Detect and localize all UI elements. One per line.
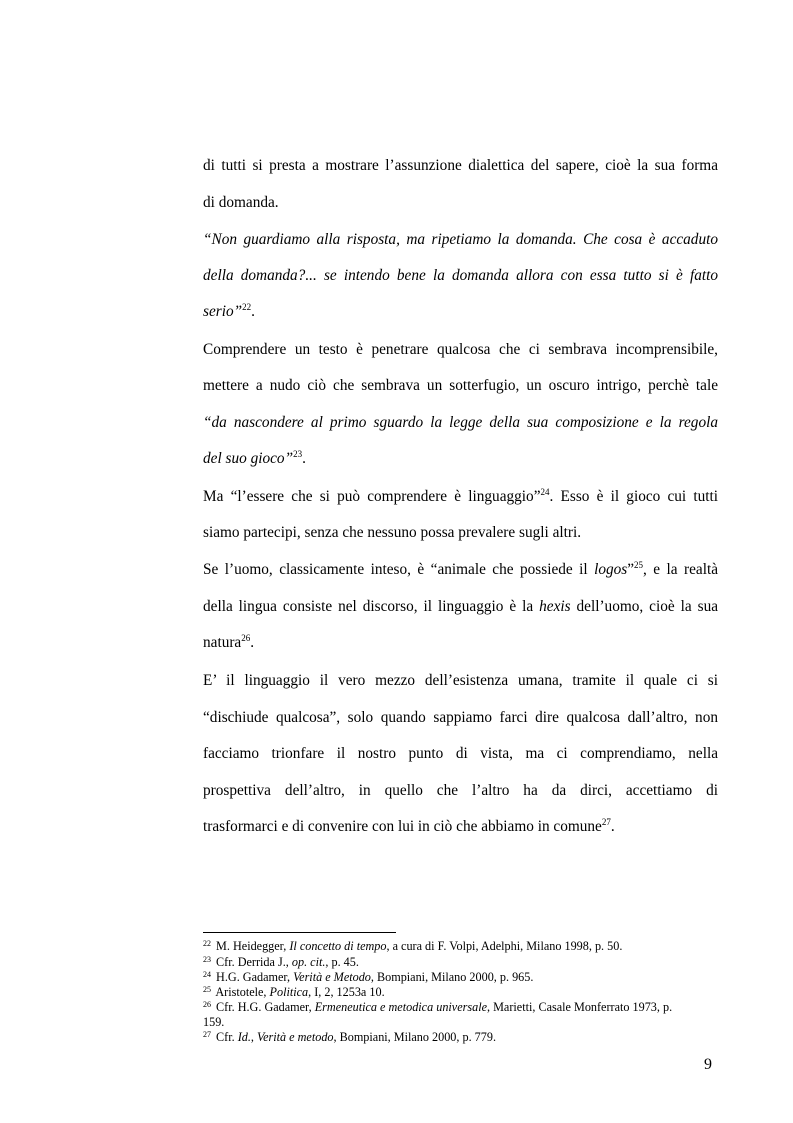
text: ” <box>627 561 635 578</box>
body-line: E’ il linguaggio il vero mezzo dell’esistenza umana, tramite il quale ci si <box>203 672 718 689</box>
footnote-text: Cfr. H.G. Gadamer, <box>213 1000 315 1014</box>
text: natura <box>203 634 242 651</box>
italic-term: hexis <box>539 598 571 615</box>
footnote-text: M. Heidegger, <box>213 939 290 953</box>
text: trasformarci e di convenire con lui in ciò che abbiamo in comune <box>203 818 602 835</box>
body-line: di tutti si presta a mostrare l’assunzione dialettica del sapere, cioè la sua forma <box>203 157 718 174</box>
footnote-title: Verità e metodo <box>257 1030 334 1044</box>
text: della lingua consiste nel discorso, il linguaggio è la <box>203 598 540 615</box>
quote-line: “da nascondere al primo sguardo la legge della sua composizione e la regola <box>203 414 718 431</box>
body-line <box>203 487 718 507</box>
footnote-text: , <box>250 1030 258 1044</box>
quote-text: serio” <box>203 303 243 320</box>
body-line <box>203 560 718 580</box>
text: dell’uomo, cioè la sua <box>570 598 719 615</box>
footnote-ref: 25 <box>634 560 644 570</box>
footnote <box>203 939 718 954</box>
punct: . <box>302 450 306 467</box>
punct: . <box>250 634 255 651</box>
footnote-title: op. cit. <box>291 955 326 969</box>
footnote-text: Cfr. Derrida J., <box>213 955 292 969</box>
body-line <box>203 633 718 653</box>
quote-line: della domanda?... se intendo bene la domanda allora con essa tutto si è fatto <box>203 267 718 284</box>
text: Se l’uomo, classicamente inteso, è “animale che possiede il <box>203 561 595 578</box>
footnote-number: 23 <box>203 955 211 964</box>
footnote-title: Ermeneutica e metodica universale <box>314 1000 487 1014</box>
footnote-ref: 23 <box>293 449 303 459</box>
body-line: facciamo trionfare il nostro punto di vista, ma ci comprendiamo, nella <box>203 745 718 762</box>
footnote <box>203 1000 718 1015</box>
footnote <box>203 955 718 970</box>
body-line: siamo partecipi, senza che nessuno possa prevalere sugli altri. <box>203 524 582 541</box>
footnote-title: Il concetto di tempo <box>289 939 387 953</box>
footnote-continuation: 159. <box>203 1015 225 1029</box>
footnote-ref: 26 <box>241 633 251 643</box>
footnote-number: 26 <box>203 1000 211 1009</box>
quote-line <box>203 302 718 322</box>
footnote-title: Id. <box>237 1030 251 1044</box>
footnote-text: Cfr. <box>213 1030 238 1044</box>
quote-text: del suo gioco” <box>203 450 294 467</box>
body-line: mettere a nudo ciò che sembrava un sotterfugio, un oscuro intrigo, perchè tale <box>203 377 718 394</box>
text: , e la realtà <box>643 561 718 578</box>
footnote-text: , Bompiani, Milano 2000, p. 965. <box>370 970 534 984</box>
body-line: “dischiude qualcosa”, solo quando sappiamo farci dire qualcosa dall’altro, non <box>203 709 718 726</box>
footnote-number: 24 <box>203 970 211 979</box>
footnote-text: , Bompiani, Milano 2000, p. 779. <box>333 1030 497 1044</box>
body-line <box>203 817 718 837</box>
footnote-text: , p. 45. <box>325 955 359 969</box>
footnote-text: , Marietti, Casale Monferrato 1973, p. <box>487 1000 673 1014</box>
quote-line <box>203 449 718 469</box>
body-line: prospettiva dell’altro, in quello che l’altro ha da dirci, accettiamo di <box>203 782 718 799</box>
body-line: di domanda. <box>203 194 279 211</box>
footnote-title: Politica <box>269 985 309 999</box>
punct: . <box>251 303 255 320</box>
text: . Esso è il gioco cui tutti <box>549 488 719 505</box>
footnote-number: 22 <box>203 939 211 948</box>
footnote <box>203 970 718 985</box>
italic-term: logos <box>594 561 628 578</box>
footnote-text: , I, 2, 1253a 10. <box>308 985 385 999</box>
footnote-text: Aristotele, <box>213 985 270 999</box>
body-line <box>203 597 718 617</box>
footnote-ref: 24 <box>540 487 550 497</box>
footnote-title: Verità e Metodo <box>293 970 371 984</box>
footnote <box>203 985 718 1000</box>
footnote-ref: 27 <box>601 817 611 827</box>
footnote-number: 25 <box>203 985 211 994</box>
text: Ma “l’essere che si può comprendere è linguaggio” <box>203 488 541 505</box>
footnote-text: , a cura di F. Volpi, Adelphi, Milano 1998, p. 50. <box>386 939 623 953</box>
footnote-ref: 22 <box>242 302 252 312</box>
footnote-separator <box>203 932 396 933</box>
footnote <box>203 1030 718 1045</box>
quote-line: “Non guardiamo alla risposta, ma ripetiamo la domanda. Che cosa è accaduto <box>203 231 718 248</box>
footnote-text: H.G. Gadamer, <box>213 970 294 984</box>
body-line: Comprendere un testo è penetrare qualcosa che ci sembrava incomprensibile, <box>203 341 718 358</box>
punct: . <box>610 818 615 835</box>
footnote-number: 27 <box>203 1030 211 1039</box>
page-number: 9 <box>704 1056 712 1073</box>
